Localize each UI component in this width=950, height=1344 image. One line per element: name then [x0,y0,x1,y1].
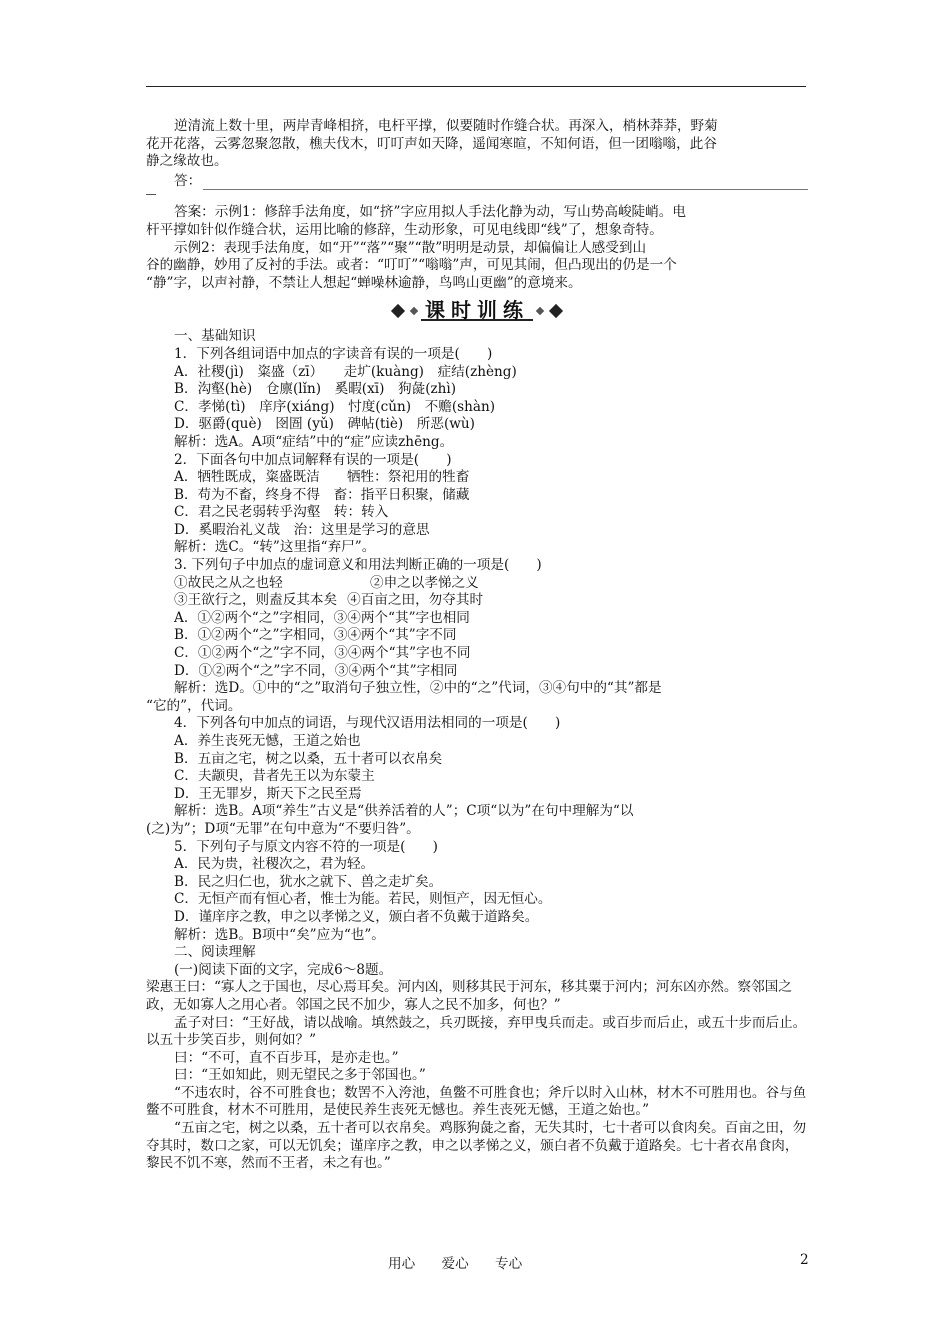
question-option: D．奚暇治礼义哉 治：这里是学习的意思 [174,521,430,538]
banner-title: 课时训练 [421,302,533,322]
question-option: C．①②两个“之”字不同，③④两个“其”字也不同 [174,645,471,662]
section-title: 二、阅读理解 [174,944,256,961]
document-body [146,118,808,1173]
question-option: D．驱爵(què) 囹圄 (yǔ) 碑帖(tiè) 所恶(wù) [174,416,475,433]
sentence: ①故民之从之也轻 [174,574,283,591]
question-option: A．社稷(jì) 粢盛（zī） 走圹(kuàng) 症结(zhèng) [174,363,517,380]
reading-paragraph: “不违农时，谷不可胜食也；数罟不入洿池，鱼鳖不可胜食也；斧斤以时入山林，材木不可胜用也。谷与鱼鳖不可胜食，材木不可胜用，是使民养生丧死无憾也。养生丧死无憾，王道之始也。” [146,1084,807,1119]
answer-text: 谷的幽静，妙用了反衬的手法。或者：“叮叮”“嗡嗡”声，可见其闹，但凸现出的仍是一个 [146,257,677,274]
answer-text: “静”字，以声衬静，不禁让人想起“蝉噪林逾静，鸟鸣山更幽”的意境来。 [146,274,582,291]
question-option: B．苟为不畜，终身不得 畜：指平日积聚，储藏 [174,486,470,503]
question-option: A．①②两个“之”字相同，③④两个“其”字也相同 [174,609,470,626]
reading-paragraph: 梁惠王曰：“寡人之于国也，尽心焉耳矣。河内凶，则移其民于河东，移其粟于河内；河东凶亦然。察邻国之政，无如寡人之用心者。邻国之民不加少，寡人之民不加多，何也？” [146,979,792,1013]
sentence: ③王欲行之，则盍反其本矣 [174,592,338,609]
question-analysis: “它的”，代词。 [146,697,242,714]
question-option: D．谨庠序之教，申之以孝悌之义，颁白者不负戴于道路矣。 [174,908,539,925]
question-stem: 5．下列句子与原文内容不符的一项是( ) [174,838,438,855]
question-option: A．养生丧死无憾，王道之始也 [174,733,361,749]
reading-paragraph: 曰：“王如知此，则无望民之多于邻国也。” [174,1067,426,1084]
section-banner [146,298,808,324]
footer-text: 用心 爱心 专心 [388,1256,523,1272]
reading-paragraph: 孟子对曰：“王好战，请以战喻。填然鼓之，兵刃既接，弃甲曳兵而走。或百步而后止，或五十步而后止。以五十步笑百步，则何如？” [146,1014,807,1049]
question-analysis: 解析：选C。“转”这里指“弃尸”。 [174,539,376,556]
sentence: ②申之以孝悌之义 [370,574,479,591]
sentence-pair [146,592,808,610]
header-rule [146,86,806,87]
question-option: B．五亩之宅，树之以桑，五十者可以衣帛矣 [174,750,443,767]
question-stem: 2．下面各句中加点词解释有误的一项是( ) [174,451,452,468]
reading-paragraph: “五亩之宅，树之以桑，五十者可以衣帛矣。鸡豚狗彘之畜，无失其时，七十者可以食肉矣。百亩之田，勿夺其时，数口之家，可以无饥矣；谨庠序之教，申之以孝悌之义，颁白者不负戴于道路矣。七十者衣帛食肉，黎民不饥不寒，然而不王者，未之有也。” [146,1120,807,1172]
question-option: D．①②两个“之”字不同，③④两个“其”字相同 [174,662,458,679]
answer-text: 答案：示例1：修辞手法角度，如“挤”字应用拟人手法化静为动，写山势高峻陡峭。电 [174,204,686,221]
question-option: C．夫颛臾，昔者先王以为东蒙主 [174,768,375,785]
question-analysis: (之)为”；D项“无罪”在句中意为“不要归咎”。 [146,820,420,837]
diamond-icon [410,307,418,315]
question-stem: 3. 下列句子中加点的虚词意义和用法判断正确的一项是( ) [174,557,542,574]
question-option: C．无恒产而有恒心者，惟士为能。若民，则恒产，因无恒心。 [174,891,552,908]
diamond-icon [536,307,544,315]
question-option: B．民之归仁也，犹水之就下、兽之走圹矣。 [174,873,443,890]
question-analysis: 解析：选D。①中的“之”取消句子独立性，②中的“之”代词，③④句中的“其”都是 [174,680,662,697]
question-option: A．牺牲既成，粢盛既洁 牺牲：祭祀用的牲畜 [174,469,470,486]
answer-dash [146,192,808,204]
sentence-pair [146,575,808,593]
question-option: B．①②两个“之”字相同，③④两个“其”字不同 [174,627,457,644]
answer-label: 答： [174,172,202,189]
reading-paragraph: 曰：“不可，直不百步耳，是亦走也。” [174,1049,399,1066]
passage-line: 静之缘故也。 [146,153,228,170]
question-stem: 4．下列各句中加点的词语，与现代汉语用法相同的一项是( ) [174,715,561,732]
section-title: 一、基础知识 [174,328,256,345]
question-option: C．君之民老弱转乎沟壑 转：转入 [174,504,389,521]
question-analysis: 解析：选B。B项中“矣”应为“也”。 [174,926,385,943]
question-option: A．民为贵，社稷次之，君为轻。 [174,856,375,873]
question-stem: 1．下列各组词语中加点的字读音有误的一项是( ) [174,345,493,362]
answer-blank [203,179,808,190]
answer-line [146,173,808,191]
question-option: D．王无罪岁，斯天下之民至焉 [174,785,362,802]
answer-text: 杆平撑如针似作缝合状，运用比喻的修辞，生动形象，可见电线即“线”了，想象奇特。 [146,221,663,238]
reading-intro: (一)阅读下面的文字，完成6～8题。 [174,961,393,978]
passage-line: 花开花落，云雾忽聚忽散，樵夫伐木，叮叮声如天降，遥闻寒暄，不知何语，但一团嗡嗡，此谷 [146,135,717,152]
sentence: ④百亩之田，勿夺其时 [347,592,484,609]
diamond-icon [549,304,563,318]
diamond-icon [391,304,405,318]
answer-text: 示例2：表现手法角度，如“开”“落”“聚”“散”明明是动景，却偏偏让人感受到山 [174,239,647,256]
passage-line: 逆清流上数十里，两岸青峰相挤，电杆平撑，似要随时作缝合状。再深入，梢林莽莽，野菊 [174,118,718,134]
question-option: B．沟壑(hè) 仓廪(lǐn) 奚暇(xī) 狗彘(zhì) [174,381,457,398]
page-number: 2 [800,1252,809,1268]
question-analysis: 解析：选B。A项“养生”古义是“供养活着的人”；C项“以为”在句中理解为“以 [174,803,634,820]
question-analysis: 解析：选A。A项“症结”中的“症”应读zhēng。 [174,433,454,450]
question-option: C．孝悌(tì) 庠序(xiáng) 忖度(cǔn) 不赡(shàn) [174,398,496,415]
